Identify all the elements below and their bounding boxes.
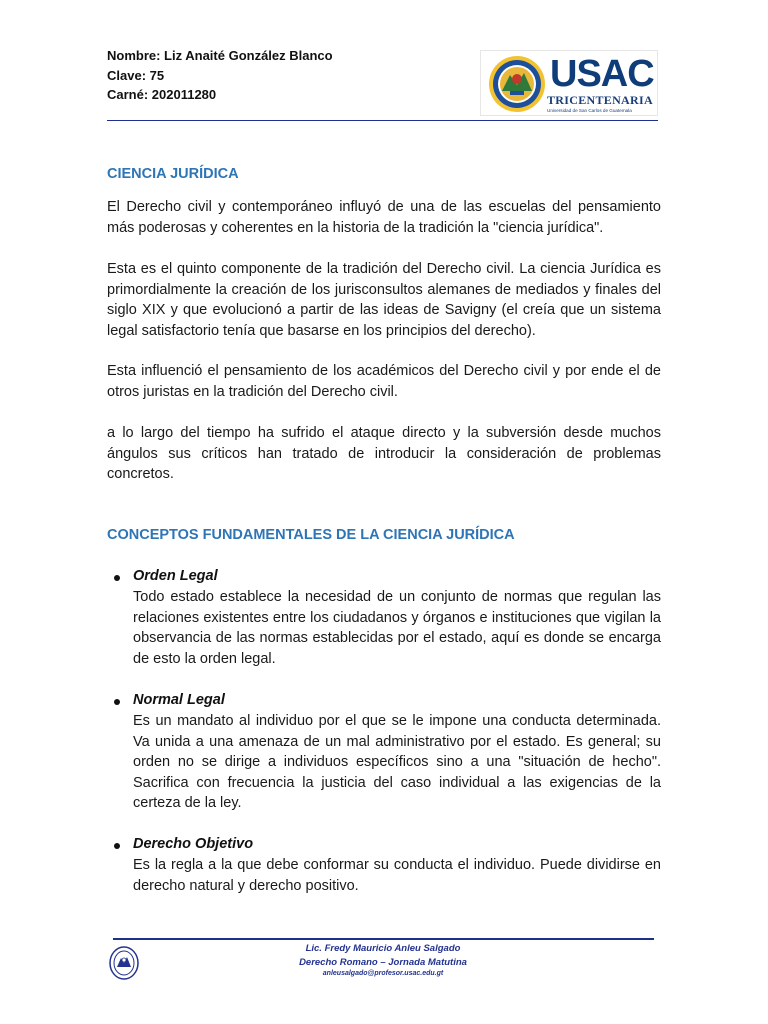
student-name: Nombre: Liz Anaité González Blanco — [107, 48, 333, 63]
bullet-dot — [114, 843, 120, 849]
student-carne: Carné: 202011280 — [107, 87, 217, 102]
student-info — [107, 46, 333, 105]
bullet-dot — [114, 699, 120, 705]
paragraph-1: El Derecho civil y contemporáneo influyó de una de las escuelas del pensamiento más poderosas y coherentes en la historia de la tradición la "ciencia jurídica". — [107, 199, 661, 236]
logo-tagline: TRICENTENARIA — [547, 93, 653, 107]
header-divider — [107, 120, 658, 121]
paragraph-2: Esta es el quinto componente de la tradición del Derecho civil. La ciencia Jurídica es primordialmente la creación de los jurisconsultos alemanes de mediados y finales del siglo XIX y que evolucionó a partir de las ideas de Savigny (el creía que un sistema legal satisfactorio tenía que basarse en los principios del derecho). — [107, 261, 661, 339]
usac-logo — [480, 50, 658, 116]
paragraph-3: Esta influenció el pensamiento de los académicos del Derecho civil y por ende el de otros juristas en la tradición del Derecho civil. — [107, 363, 661, 400]
logo-subline: Universidad de San Carlos de Guatemala — [547, 108, 632, 113]
bullet-dot — [114, 575, 120, 581]
university-seal-icon — [488, 55, 546, 113]
footer-professor: Lic. Fredy Mauricio Anleu Salgado — [305, 943, 461, 954]
concept-text-normal-legal: Es un mandato al individuo por el que se le impone una conducta determinada. Va unida a una amenaza de un mal administrativo por el estado. Es general; su orden no se dirige a individuos específicos sino a una "situación de hecho". Sacrifica con frecuencia la justicia del caso individual a las exigencias de la certeza de la ley. — [133, 713, 661, 812]
concept-text-derecho-objetivo: Es la regla a la que debe conformar su conducta el individuo. Puede dividirse en derecho natural y derecho positivo. — [133, 857, 661, 894]
concept-text-orden-legal: Todo estado establece la necesidad de un conjunto de normas que regulan las relaciones existentes entre los ciudadanos y órganos e instituciones que vigilan la observancia de las normas establecidas por el estado, aquí es donde se encarga de esto la orden legal. — [133, 589, 661, 667]
concept-title-orden-legal: Orden Legal — [133, 568, 218, 584]
university-seal-icon — [109, 946, 139, 980]
footer-course: Derecho Romano – Jornada Matutina — [299, 957, 467, 968]
footer-email: anleusalgado@profesor.usac.edu.gt — [322, 970, 444, 977]
paragraph-4: a lo largo del tiempo ha sufrido el ataque directo y la subversión desde muchos ángulos sus críticos han tratado de introducir la consideración de problemas concretos. — [107, 425, 661, 483]
concept-title-derecho-objetivo: Derecho Objetivo — [133, 836, 254, 852]
student-clave: Clave: 75 — [107, 67, 165, 83]
logo-wordmark: USAC — [550, 53, 654, 95]
concept-title-normal-legal: Normal Legal — [133, 692, 225, 708]
section-title-conceptos: CONCEPTOS FUNDAMENTALES DE LA CIENCIA JURÍDICA — [107, 527, 515, 543]
footer-divider — [113, 938, 654, 940]
section-title-ciencia-juridica: CIENCIA JURÍDICA — [107, 166, 239, 182]
